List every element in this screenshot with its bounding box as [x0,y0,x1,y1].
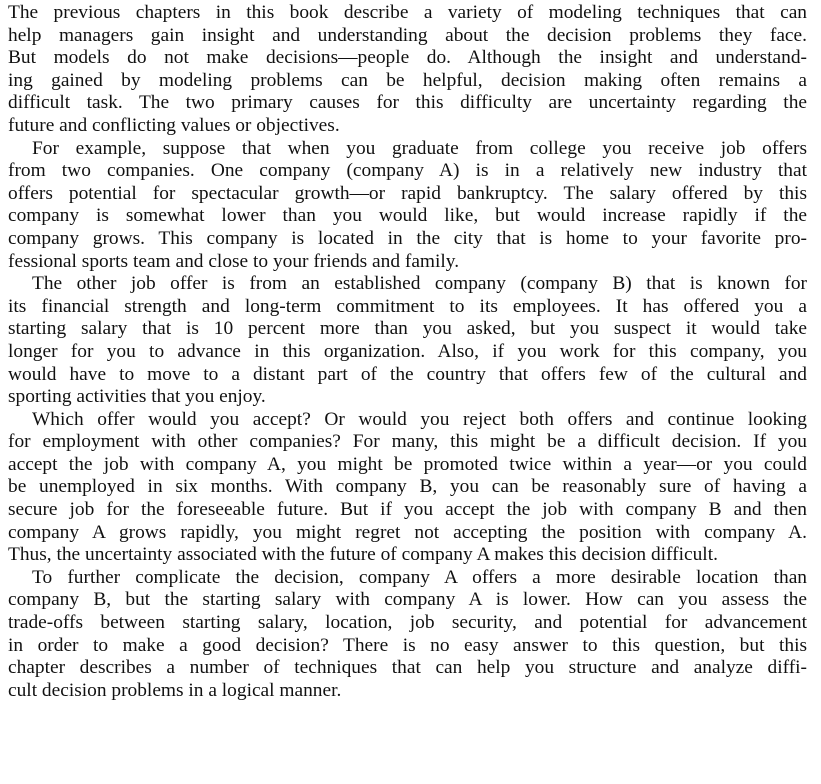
text-line: To further complicate the decision, company A offers a more desirable location than [32,566,807,588]
text-line: starting salary that is 10 percent more than you asked, but you suspect it would take [8,318,807,340]
text-line: company B, but the starting salary with company A is lower. How can you assess the [8,589,807,611]
text-line: cult decision problems in a logical manner. [8,679,342,701]
paragraph-which-offer [8,409,807,567]
text-line: company is somewhat lower than you would like, but would increase rapidly if the [8,205,807,227]
text-line: longer for you to advance in this organization. Also, if you work for this company, you [8,340,807,362]
text-line: be unemployed in six months. With company B, you can be reasonably sure of having a [8,476,807,498]
text-line: sporting activities that you enjoy. [8,386,266,408]
text-line: Thus, the uncertainty associated with the future of company A makes this decision difficult. [8,544,718,566]
text-line: chapter describes a number of techniques that can help you structure and analyze diffi- [8,657,807,679]
text-line: Which offer would you accept? Or would you reject both offers and continue looking [32,408,807,430]
text-line: in order to make a good decision? There is no easy answer to this question, but this [8,634,807,656]
text-line: accept the job with company A, you might be promoted twice within a year—or you could [8,453,807,475]
text-line: would have to move to a distant part of the country that offers few of the cultural and [8,363,807,385]
text-line: ing gained by modeling problems can be helpful, decision making often remains a [8,69,807,91]
text-line: for employment with other companies? For many, this might be a difficult decision. If you [8,431,807,453]
text-line: future and conflicting values or objectives. [8,114,340,136]
text-line: company grows. This company is located in the city that is home to your favorite pro- [8,227,807,249]
text-line: But models do not make decisions—people do. Although the insight and understand- [8,47,807,69]
text-line: difficult task. The two primary causes for this difficulty are uncertainty regarding the [8,92,807,114]
text-line: its financial strength and long-term commitment to its employees. It has offered you a [8,295,807,317]
text-line: offers potential for spectacular growth—or rapid bankruptcy. The salary offered by this [8,182,807,204]
text-line: trade-offs between starting salary, location, job security, and potential for advancement [8,612,807,634]
text-line: company A grows rapidly, you might regret not accepting the position with company A. [8,521,807,543]
paragraph-example [8,138,807,274]
text-line: The other job offer is from an established company (company B) that is known for [32,273,807,295]
paragraph-company-b [8,273,807,409]
text-line: For example, suppose that when you graduate from college you receive job offers [32,137,807,159]
paragraph-tradeoffs [8,567,807,703]
paragraph-intro [8,2,807,138]
text-line: secure job for the foreseeable future. But if you accept the job with company B and then [8,499,807,521]
text-line: The previous chapters in this book describe a variety of modeling techniques that can [8,2,807,23]
text-line: help managers gain insight and understanding about the decision problems they face. [8,24,807,46]
text-line: fessional sports team and close to your friends and family. [8,250,460,272]
text-line: from two companies. One company (company A) is in a relatively new industry that [8,160,807,182]
